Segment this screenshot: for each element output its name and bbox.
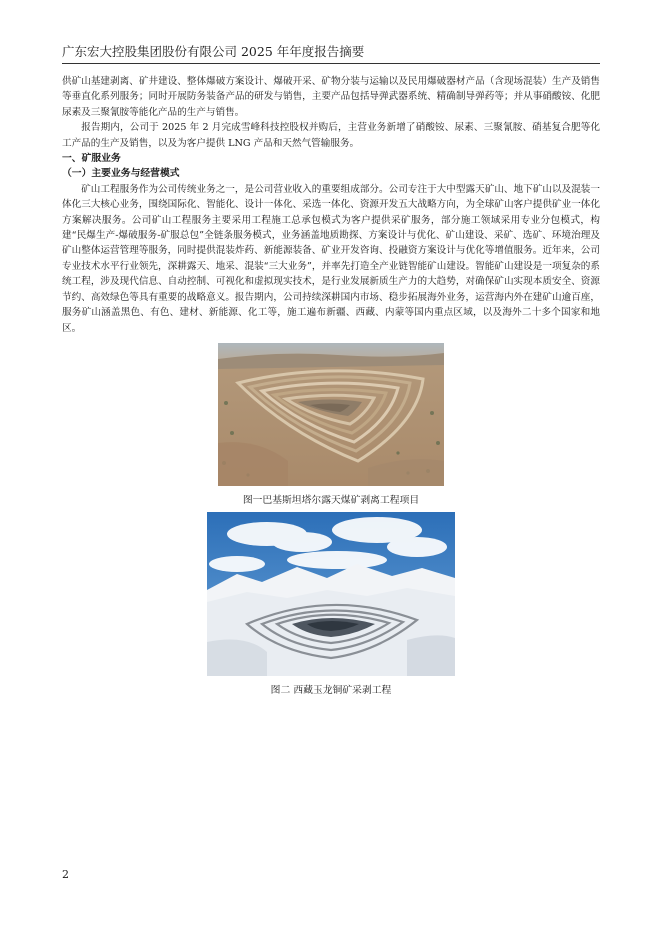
mining-services-paragraph: 矿山工程服务作为公司传统业务之一，是公司营业收入的重要组成部分。公司专注于大中型露天矿山、地下矿山以及混装一体化三大核心业务，围绕国际化、智能化、设计一体化、采选一体化、资源开发五大战略方向，为全球矿山客户提供矿业一体化方案解决服务。公司矿山工程服务主要采用工程施工总承包模式为客户提供采矿服务，部分施工领域采用专业分包模式，构建“民爆生产-爆破服务-矿服总包”全链条服务模式，业务涵盖地质勘探、方案设计与优化、矿山建设、采矿、选矿、环境治理及矿山整体运营管理等服务，同时提供混装炸药、新能源装备、矿业开发咨询、投融资方案设计与优化等增值服务。近年来，公司专业技术水平行业领先，深耕露天、地采、混装“三大业务”，并率先打造全产业链智能矿山建设。智能矿山建设是一项复杂的系统工程，涉及现代信息、自动控制、可视化和虚拟现实技术，是行业发展新质生产力的大趋势，对确保矿山实现本质安全、资源节约、高效绿色等具有重要的战略意义。报告期内，公司持续深耕国内市场、稳步拓展海外业务，运营海内外在建矿山逾百座，服务矿山涵盖黑色、有色、建材、新能源、化工等，施工遍布新疆、西藏、内蒙等国内重点区域，以及海外二十多个国家和地区。 bbox=[62, 183, 600, 334]
intro-paragraph: 供矿山基建剥离、矿井建设、整体爆破方案设计、爆破开采、矿物分装与运输以及民用爆破器材产品（含现场混装）生产及销售等垂直化系列服务；同时开展防务装备产品的研发与销售，主要产品包括导弹武器系统、精确制导弹药等；并从事硝酸铵、化肥尿素及三聚氰胺等能化产品的生产与销售。 bbox=[62, 76, 600, 118]
subsection-heading-business-model: （一）主要业务与经营模式 bbox=[62, 168, 180, 180]
acquisition-paragraph: 报告期内，公司于 2025 年 2 月完成雪峰科技控股权并购后，主营业务新增了硝酸铵、尿素、三聚氰胺、硝基复合肥等化工产品的生产及销售，以及为客户提供 LNG 产品和天然气管输服务。 bbox=[62, 122, 600, 149]
section-heading-mining-services: 一、矿服业务 bbox=[62, 153, 121, 165]
figure-2-caption: 图二 西藏玉龙铜矿采剥工程 bbox=[270, 684, 392, 696]
figure-1-caption: 图一巴基斯坦塔尔露天煤矿剥离工程项目 bbox=[242, 494, 420, 506]
page-header: 广东宏大控股集团股份有限公司 2025 年年度报告摘要 bbox=[62, 44, 600, 64]
figure-open-pit-coal-mine-photo bbox=[218, 343, 444, 486]
page-number: 2 bbox=[62, 868, 69, 881]
figure-tibet-copper-mine-photo bbox=[207, 512, 455, 676]
report-body bbox=[62, 74, 600, 697]
